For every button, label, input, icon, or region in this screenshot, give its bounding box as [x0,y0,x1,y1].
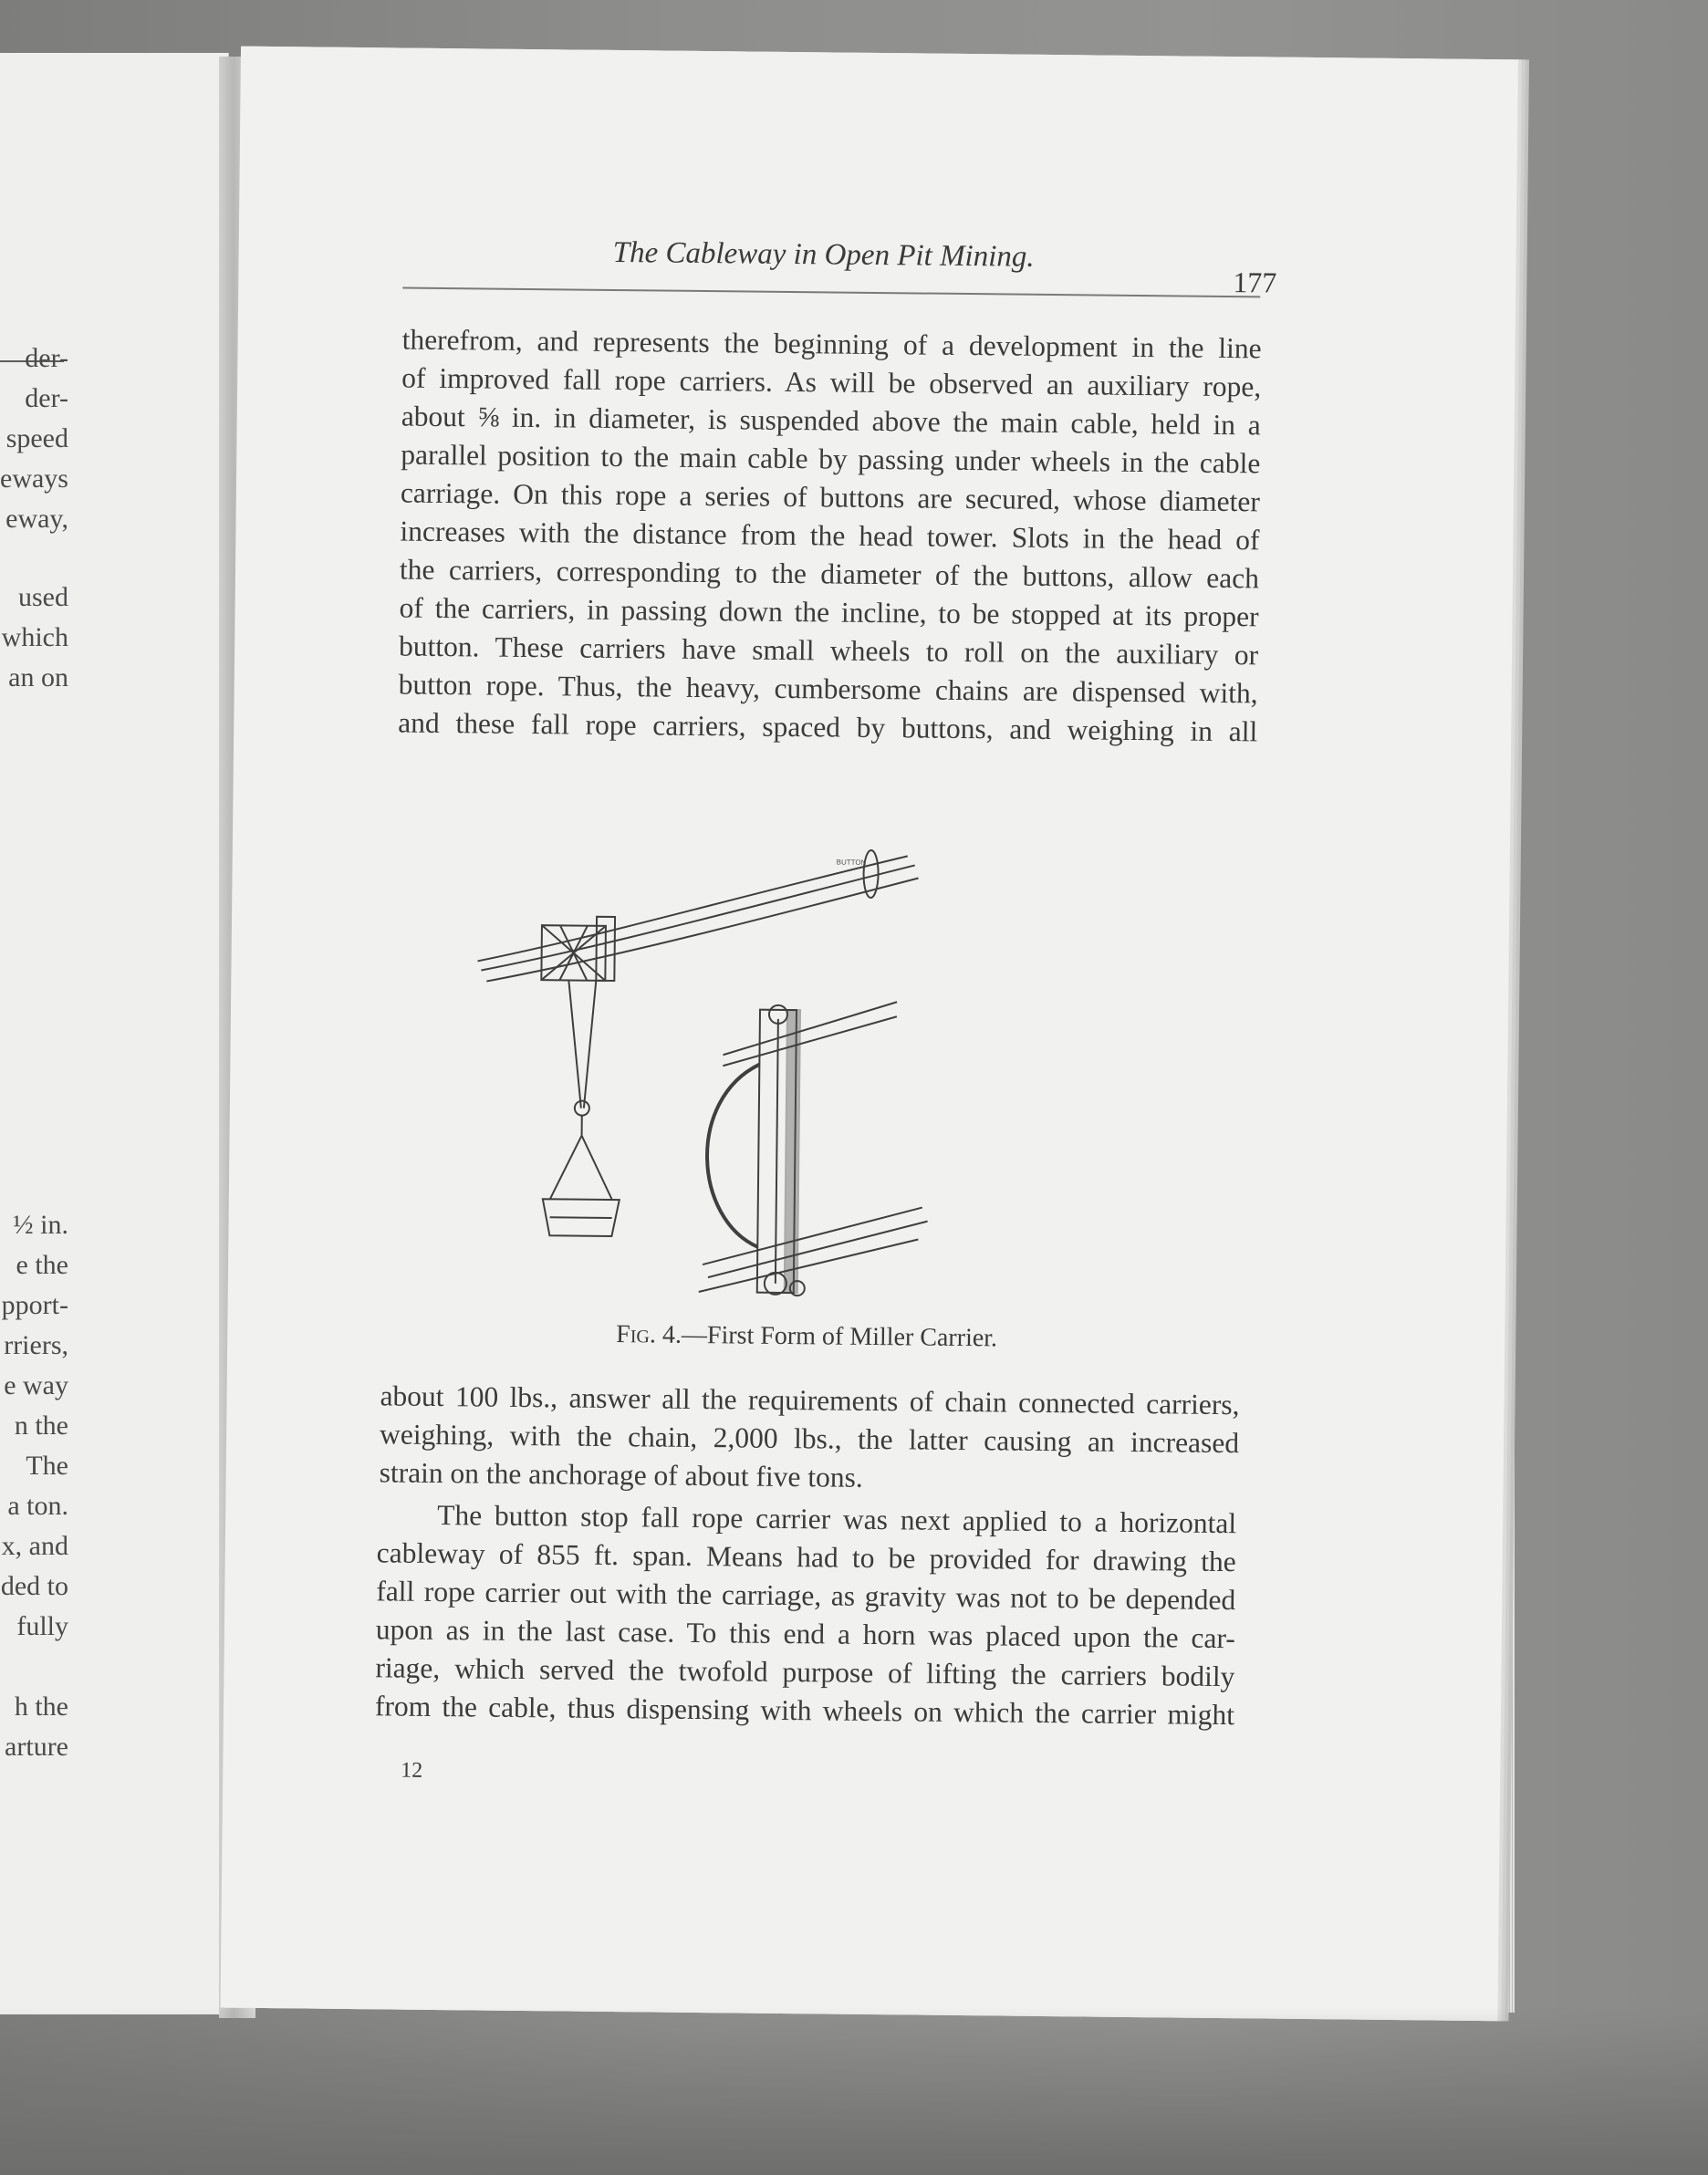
miller-carrier-illustration [465,833,944,1312]
text-line: and these fall rope carriers, spaced by buttons, and weighing in all [398,706,1258,748]
left-line: arture [5,1732,68,1762]
text-line: button rope. Thus, the heavy, cumbersome chains are dispensed with, [398,668,1258,710]
text-line: of the carriers, in passing down the incline, to be stopped at its proper [399,591,1259,633]
left-line: which [1,622,68,652]
right-page [221,47,1518,2022]
left-line: ded to [0,1571,68,1601]
left-line: fully [16,1611,68,1641]
text-line: upon as in the last case. To this end a horn was placed upon the car- [375,1613,1236,1655]
left-line: x, and [1,1531,68,1561]
left-line: a ton. [7,1491,68,1521]
text-line: increases with the distance from the head tower. Slots in the head of [400,515,1260,557]
left-line: der- [25,343,68,373]
text-line: therefrom, and represents the beginning of a development in the line [401,323,1262,365]
header-rule [402,287,1260,298]
text-line: button. These carriers have small wheels to roll on the auxiliary or [398,630,1259,671]
text-line: about ⅝ in. in diameter, is suspended above the main cable, held in a [401,400,1261,442]
left-line: h the [14,1691,68,1722]
figure-miller-carrier [465,833,944,1312]
text-line: weighing, with the chain, 2,000 lbs., the latter causing an increased [379,1418,1240,1460]
text-line: cableway of 855 ft. span. Means had to be provided for drawing the [376,1536,1236,1578]
signature-mark: 12 [401,1758,423,1783]
text-line: carriage. On this rope a series of buttons are secured, whose diameter [400,476,1261,518]
left-line: eways [0,463,68,494]
left-line: an on [8,662,68,692]
text-line: strain on the anchorage of about five tons. [379,1456,863,1493]
left-line: The [26,1451,68,1481]
page-number: 177 [1233,265,1277,299]
text-line: of improved fall rope carriers. As will be observed an auxiliary rope, [401,361,1262,403]
left-line: ½ in. [13,1210,68,1240]
text-line: The button stop fall rope carrier was next applied to a horizontal [437,1499,1237,1540]
text-line: about 100 lbs., answer all the requirements of chain connected carriers, [380,1379,1240,1421]
running-head: The Cableway in Open Pit Mining. [612,235,1035,274]
figure-number: Fig. 4. [616,1320,682,1349]
text-line: fall rope carrier out with the carriage, as gravity was not to be depended [376,1575,1236,1617]
left-line: pport- [1,1290,68,1320]
figure-button-label: BUTTON [836,858,867,867]
left-line: n the [14,1410,68,1441]
left-line: e the [16,1250,68,1280]
left-line: e way [4,1370,68,1400]
left-line: speed [5,423,68,453]
left-line: der- [25,383,68,413]
figure-title: —First Form of Miller Carrier. [681,1320,998,1353]
figure-caption [616,1320,997,1353]
scan-bottom-shadow [0,2007,1708,2175]
text-line: the carriers, corresponding to the diameter of the buttons, allow each [399,553,1260,595]
text-line: parallel position to the main cable by passing under wheels in the cable [401,438,1261,480]
text-line: from the cable, thus dispensing with wheels on which the carrier might [374,1690,1235,1732]
text-line: riage, which served the twofold purpose of lifting the carriers bodily [375,1651,1235,1693]
left-line: rriers, [4,1330,68,1360]
left-line: used [18,582,68,612]
left-line: eway, [5,504,68,534]
